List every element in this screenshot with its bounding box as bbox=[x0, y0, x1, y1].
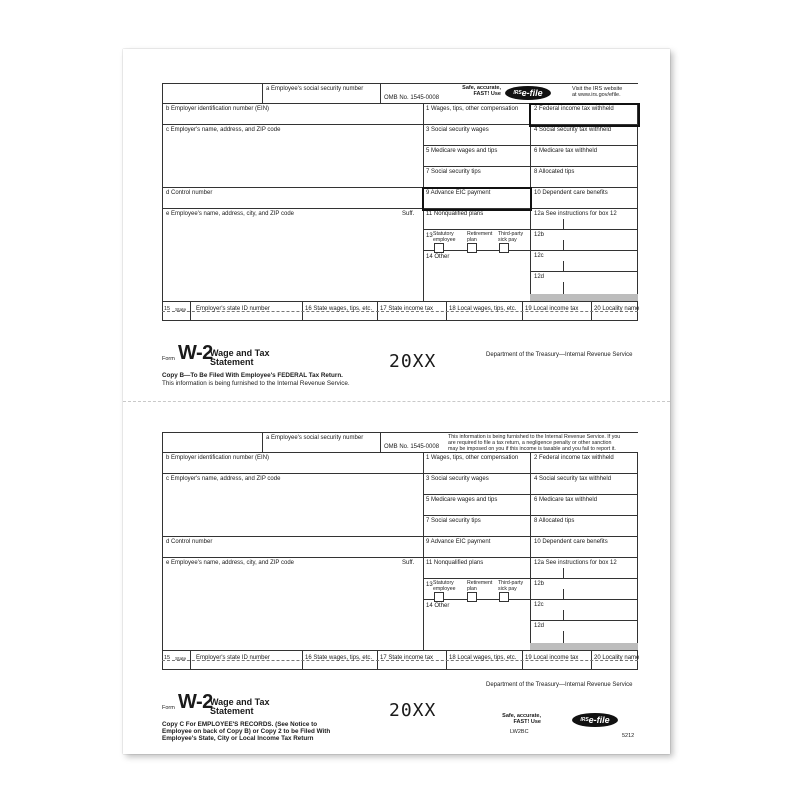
notice-line1: This information is being furnished to the Internal Revenue Service. If you bbox=[448, 434, 621, 440]
form-title-line2: Statement bbox=[210, 706, 254, 716]
suffix-label: Suff. bbox=[402, 560, 415, 566]
form-name-w2: W-2 bbox=[178, 342, 213, 364]
form-title-line1: Wage and Tax bbox=[210, 697, 270, 707]
box13-label: 13 bbox=[426, 233, 433, 239]
box12d-label: 12d bbox=[534, 274, 545, 280]
box12a-label: 12a See instructions for box 12 bbox=[534, 211, 617, 217]
box12c-label: 12c bbox=[534, 602, 544, 608]
control-number-label: d Control number bbox=[166, 539, 213, 545]
form-title bbox=[210, 698, 270, 716]
copy-c-line2: Employee on back of Copy B) or Copy 2 to be Filed With bbox=[162, 728, 331, 735]
retirement-plan-checkbox[interactable] bbox=[467, 243, 477, 253]
box15-label: 15 bbox=[164, 655, 171, 661]
box17-label: 17 State income tax bbox=[380, 655, 434, 661]
safe-line2: FAST! Use bbox=[513, 719, 541, 725]
box16-label: 16 State wages, tips, etc. bbox=[305, 655, 373, 661]
box1-label: 1 Wages, tips, other compensation bbox=[426, 106, 519, 112]
statutory-employee-checkbox[interactable] bbox=[434, 592, 444, 602]
box11-label: 11 Nonqualified plans bbox=[426, 211, 484, 217]
ein-label: b Employer identification number (EIN) bbox=[166, 106, 270, 112]
retirement-plan-label: Retirement plan bbox=[467, 231, 493, 243]
safe-line1: Safe, accurate, bbox=[462, 85, 501, 91]
statutory-employee-checkbox[interactable] bbox=[434, 243, 444, 253]
box20-label: 20 Locality name bbox=[594, 306, 640, 312]
box9-label: 9 Advance EIC payment bbox=[426, 539, 491, 545]
third-party-sick-pay-label: Third-party sick pay bbox=[498, 231, 524, 243]
retirement-plan-checkbox[interactable] bbox=[467, 592, 477, 602]
box4-label: 4 Social security tax withheld bbox=[534, 127, 612, 133]
box19-label: 19 Local income tax bbox=[525, 655, 579, 661]
statutory-employee-label: Statutory employee bbox=[433, 231, 456, 243]
department-text: Department of the Treasury—Internal Revenue Service bbox=[486, 682, 633, 688]
copy-c-label bbox=[162, 721, 330, 742]
box15-label: 15 bbox=[164, 306, 171, 312]
omb-number: OMB No. 1545-0008 bbox=[384, 444, 440, 450]
box12a-label: 12a See instructions for box 12 bbox=[534, 560, 617, 566]
box8-label: 8 Allocated tips bbox=[534, 169, 575, 175]
employer-name-label: c Employer's name, address, and ZIP code bbox=[166, 476, 281, 482]
box16-label: 16 State wages, tips, etc. bbox=[305, 306, 373, 312]
box14-label: 14 Other bbox=[426, 254, 450, 260]
form-title-line2: Statement bbox=[210, 357, 254, 367]
box2-label: 2 Federal income tax withheld bbox=[534, 455, 614, 461]
safe-line2: FAST! Use bbox=[473, 91, 501, 97]
box2-label: 2 Federal income tax withheld bbox=[534, 106, 614, 112]
box11-label: 11 Nonqualified plans bbox=[426, 560, 484, 566]
box6-label: 6 Medicare tax withheld bbox=[534, 497, 598, 503]
box1-label: 1 Wages, tips, other compensation bbox=[426, 455, 519, 461]
employee-name-label: e Employee's name, address, city, and ZIP code bbox=[166, 211, 294, 217]
box7-label: 7 Social security tips bbox=[426, 518, 481, 524]
ssn-label: a Employee's social security number bbox=[266, 86, 364, 92]
box5-label: 5 Medicare wages and tips bbox=[426, 148, 498, 154]
third-party-sick-pay-checkbox[interactable] bbox=[499, 592, 509, 602]
form-word: Form bbox=[162, 356, 175, 362]
box17-label: 17 State income tax bbox=[380, 306, 434, 312]
form-title-line1: Wage and Tax bbox=[210, 348, 270, 358]
efile-text: e-file bbox=[521, 88, 543, 98]
box10-label: 10 Dependent care benefits bbox=[534, 190, 608, 196]
efile-text: e-file bbox=[588, 715, 610, 725]
ssn-label: a Employee's social security number bbox=[266, 435, 364, 441]
box12b-label: 12b bbox=[534, 232, 545, 238]
safe-accurate-text bbox=[497, 713, 541, 725]
department-text: Department of the Treasury—Internal Revenue Service bbox=[486, 352, 633, 358]
employer-name-label: c Employer's name, address, and ZIP code bbox=[166, 127, 281, 133]
box12b-label: 12b bbox=[534, 581, 545, 587]
state-label: State bbox=[175, 308, 187, 313]
state-label: State bbox=[175, 657, 187, 662]
third-party-sick-pay-label: Third-party sick pay bbox=[498, 580, 524, 592]
suffix-label: Suff. bbox=[402, 211, 415, 217]
third-party-sick-pay-checkbox[interactable] bbox=[499, 243, 509, 253]
tax-year: 20XX bbox=[389, 700, 437, 721]
box4-label: 4 Social security tax withheld bbox=[534, 476, 612, 482]
box14-label: 14 Other bbox=[426, 603, 450, 609]
efile-prefix: IRS bbox=[580, 717, 589, 723]
box18-label: 18 Local wages, tips, etc. bbox=[449, 306, 517, 312]
box12d-label: 12d bbox=[534, 623, 545, 629]
visit-line2: at www.irs.gov/efile. bbox=[572, 92, 621, 98]
box6-label: 6 Medicare tax withheld bbox=[534, 148, 598, 154]
box9-label: 9 Advance EIC payment bbox=[426, 190, 491, 196]
omb-number: OMB No. 1545-0008 bbox=[384, 95, 440, 101]
form-word: Form bbox=[162, 705, 175, 711]
box5-label: 5 Medicare wages and tips bbox=[426, 497, 498, 503]
employer-state-id-label: Employer's state ID number bbox=[196, 655, 270, 661]
box12c-label: 12c bbox=[534, 253, 544, 259]
statutory-employee-label: Statutory employee bbox=[433, 580, 456, 592]
box19-label: 19 Local income tax bbox=[525, 306, 579, 312]
form-code: 5212 bbox=[622, 733, 635, 739]
control-number-label: d Control number bbox=[166, 190, 213, 196]
product-code: LW2BC bbox=[510, 729, 529, 735]
box13-label: 13 bbox=[426, 582, 433, 588]
box8-label: 8 Allocated tips bbox=[534, 518, 575, 524]
notice-line3: may be imposed on you if this income is taxable and you fail to report it. bbox=[448, 446, 616, 453]
visit-line1: Visit the IRS website bbox=[572, 86, 623, 92]
employee-name-label: e Employee's name, address, city, and ZIP code bbox=[166, 560, 294, 566]
w2-copy-c bbox=[0, 349, 800, 742]
tax-year: 20XX bbox=[389, 351, 437, 372]
ein-label: b Employer identification number (EIN) bbox=[166, 455, 270, 461]
box10-label: 10 Dependent care benefits bbox=[534, 539, 608, 545]
safe-accurate-text bbox=[453, 85, 501, 97]
form-name-w2: W-2 bbox=[178, 691, 213, 713]
copy-c-line1: Copy C For EMPLOYEE'S RECORDS. (See Notice to bbox=[162, 721, 318, 728]
copy-c-line3: Employee's State, City or Local Income Tax Return bbox=[162, 735, 314, 742]
visit-irs-text bbox=[572, 86, 622, 98]
w2-copy-b bbox=[0, 0, 800, 387]
safe-line1: Safe, accurate, bbox=[502, 713, 541, 719]
irs-efile-logo bbox=[572, 713, 618, 727]
irs-efile-logo bbox=[505, 86, 551, 100]
retirement-plan-label: Retirement plan bbox=[467, 580, 493, 592]
copy-b-note: This information is being furnished to the Internal Revenue Service. bbox=[162, 380, 350, 387]
copy-b-label: Copy B—To Be Filed With Employee's FEDERAL Tax Return. bbox=[162, 372, 343, 379]
box3-label: 3 Social security wages bbox=[426, 127, 489, 133]
notice-line2: are required to file a tax return, a negligence penalty or other sanction bbox=[448, 440, 612, 447]
irs-notice-text bbox=[448, 434, 620, 453]
box3-label: 3 Social security wages bbox=[426, 476, 489, 482]
box7-label: 7 Social security tips bbox=[426, 169, 481, 175]
employer-state-id-label: Employer's state ID number bbox=[196, 306, 270, 312]
box18-label: 18 Local wages, tips, etc. bbox=[449, 655, 517, 661]
efile-prefix: IRS bbox=[513, 90, 522, 96]
box20-label: 20 Locality name bbox=[594, 655, 640, 661]
